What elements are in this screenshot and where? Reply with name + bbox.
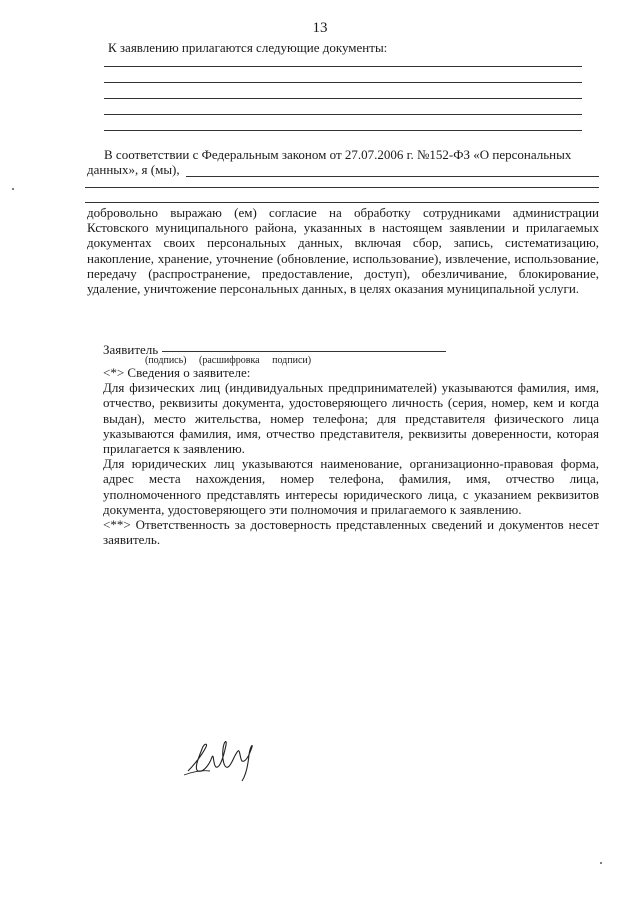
notes-legal: Для юридических лиц указываются наименование, организационно-правовая форма, адрес места нахождения, номер телефона, фамилия, имя, отчество лица, уполномоченного представлять интересы юридического лица, с указанием реквизитов документа, удостоверяющего эти полномочия и прилагаемого к заявлению. [103, 456, 599, 517]
consent-line-2: данных», я (мы), [87, 162, 180, 178]
consent-name-line-3[interactable] [85, 202, 599, 203]
signature-caption: (подпись) [145, 355, 187, 366]
attachment-line-4[interactable] [104, 114, 582, 115]
attachments-intro: К заявлению прилагаются следующие документы: [108, 40, 388, 55]
consent-name-line-2[interactable] [85, 187, 599, 188]
consent-name-line-1[interactable] [186, 176, 599, 177]
consent-opening [87, 147, 599, 177]
page-number: 13 [312, 20, 328, 36]
notes-individuals: Для физических лиц (индивидуальных предпринимателей) указываются фамилия, имя, отчество, реквизиты документа, удостоверяющего личность (серия, номер, кем и когда выдан), место жительства, номер телефона; для представителя физического лица указываются фамилия, имя, отчество представителя, реквизиты доверенности, которая прилагается к заявлению. [103, 380, 599, 457]
attachment-line-2[interactable] [104, 82, 582, 83]
applicant-label: Заявитель [103, 342, 159, 357]
attachment-line-1[interactable] [104, 66, 582, 67]
notes-heading: <*> Сведения о заявителе: [103, 365, 251, 380]
applicant-notes [103, 365, 599, 547]
margin-mark [600, 862, 602, 864]
attachment-line-5[interactable] [104, 130, 582, 131]
consent-text [87, 205, 599, 296]
consent-body: добровольно выражаю (ем) согласие на обработку сотрудниками администрации Кстовского муниципального района, указанных в настоящем заявлении и прилагаемых документах своих персональных данных, включая сбор, запись, систематизацию, накопление, хранение, уточнение (обновление, использование), извлечение, использование, передачу (распространение, предоставление, доступ), обезличивание, блокирование, удаление, уничтожение персональных данных, в целях оказания муниципальной услуги. [87, 205, 599, 297]
attachment-line-3[interactable] [104, 98, 582, 99]
signature-decode-caption: (расшифровка подписи) [199, 355, 312, 366]
consent-line-1: В соответствии с Федеральным законом от 27.07.2006 г. №152-ФЗ «О персональных [104, 147, 572, 162]
notes-responsibility: <**> Ответственность за достоверность представленных сведений и документов несет заявитель. [103, 517, 599, 548]
applicant-signature-line[interactable] [162, 351, 446, 352]
margin-mark [12, 188, 14, 190]
handwritten-signature [180, 725, 260, 785]
